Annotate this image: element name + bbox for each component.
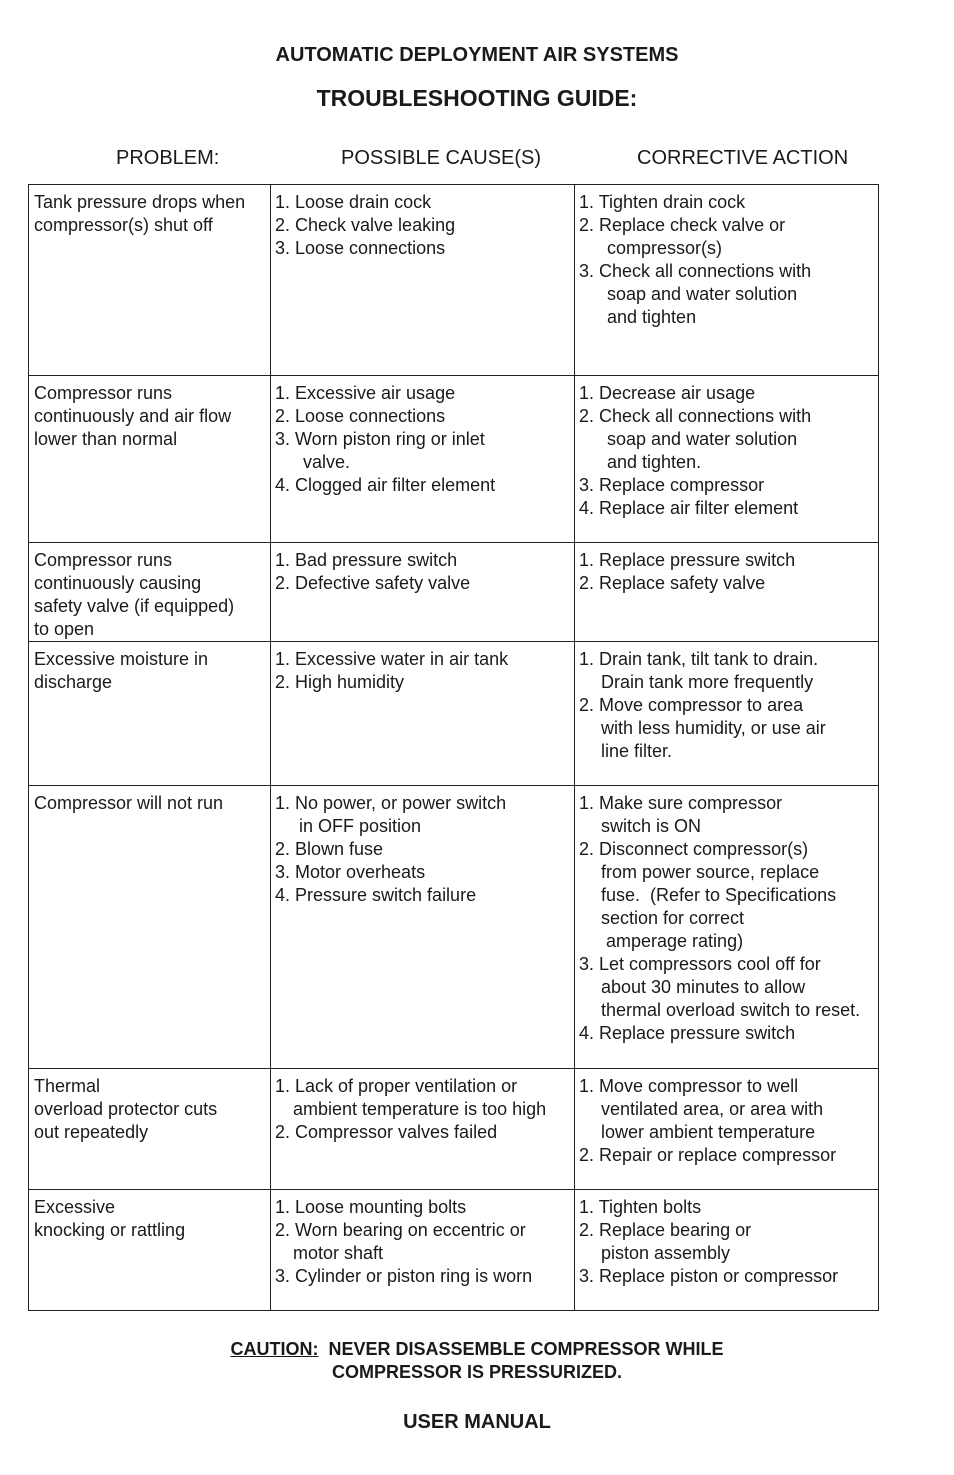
action-cell-line: thermal overload switch to reset. [601, 1000, 861, 1020]
footer-label: USER MANUAL [403, 1411, 551, 1433]
problem-cell-line: overload protector cuts [34, 1099, 218, 1119]
action-cell-line: with less humidity, or use air [601, 718, 826, 738]
action-cell [575, 642, 879, 786]
table-row [29, 1190, 879, 1311]
action-cell-line: 1. Make sure compressor [579, 793, 783, 813]
problem-cell-line: Excessive [34, 1197, 116, 1217]
cause-cell-line: 2. High humidity [275, 672, 405, 692]
action-cell-line: piston assembly [601, 1243, 731, 1263]
action-cell-line: 2. Replace bearing or [579, 1220, 752, 1240]
problem-cell [29, 543, 271, 642]
action-cell-line: 3. Replace compressor [579, 475, 765, 495]
action-cell [575, 1190, 879, 1311]
action-cell-line: from power source, replace [601, 862, 820, 882]
action-cell-line: 1. Drain tank, tilt tank to drain. [579, 649, 819, 669]
problem-cell-line: Tank pressure drops when [34, 192, 246, 212]
cause-cell [271, 786, 575, 1069]
cause-cell-line: 2. Loose connections [275, 406, 446, 426]
problem-cell [29, 1190, 271, 1311]
action-cell-line: 1. Move compressor to well [579, 1076, 799, 1096]
action-cell-line: switch is ON [601, 816, 702, 836]
table-row [29, 543, 879, 642]
cause-cell-line: 2. Defective safety valve [275, 573, 471, 593]
problem-cell [29, 1069, 271, 1190]
action-cell-line: and tighten [607, 307, 697, 327]
action-cell-line: 2. Repair or replace compressor [579, 1145, 837, 1165]
table-row [29, 185, 879, 376]
action-cell-line: 2. Replace check valve or [579, 215, 786, 235]
action-cell-line: amperage rating) [601, 931, 744, 951]
table-row [29, 376, 879, 543]
cause-cell-line: 1. Loose mounting bolts [275, 1197, 467, 1217]
problem-cell-line: Thermal [34, 1076, 101, 1096]
problem-cell-line: compressor(s) shut off [34, 215, 213, 235]
problem-cell-line: Compressor runs [34, 550, 173, 570]
action-cell-line: 2. Disconnect compressor(s) [579, 839, 809, 859]
cause-cell-line: 3. Worn piston ring or inlet [275, 429, 485, 449]
action-cell-line: line filter. [601, 741, 673, 761]
action-cell-line: ventilated area, or area with [601, 1099, 824, 1119]
action-cell-line: 3. Check all connections with [579, 261, 812, 281]
action-cell [575, 376, 879, 543]
table-row [29, 786, 879, 1069]
problem-cell-line: discharge [34, 672, 113, 692]
action-cell-line: lower ambient temperature [601, 1122, 816, 1142]
action-cell-line: soap and water solution [607, 284, 798, 304]
cause-cell-line: 3. Loose connections [275, 238, 446, 258]
table-row [29, 1069, 879, 1190]
column-header-action: CORRECTIVE ACTION [637, 147, 849, 169]
action-cell-line: 1. Replace pressure switch [579, 550, 796, 570]
action-cell-line: 4. Replace pressure switch [579, 1023, 796, 1043]
cause-cell [271, 642, 575, 786]
action-cell [575, 185, 879, 376]
problem-cell-line: knocking or rattling [34, 1220, 186, 1240]
caution-line-1: NEVER DISASSEMBLE COMPRESSOR WHILE [328, 1339, 724, 1359]
cause-cell-line: 3. Motor overheats [275, 862, 426, 882]
cause-cell [271, 543, 575, 642]
action-cell [575, 543, 879, 642]
cause-cell-line: 1. Excessive air usage [275, 383, 456, 403]
action-cell-line: and tighten. [607, 452, 702, 472]
action-cell-line: 1. Decrease air usage [579, 383, 756, 403]
problem-cell-line: lower than normal [34, 429, 178, 449]
cause-cell-line: 1. Lack of proper ventilation or [275, 1076, 518, 1096]
action-cell-line: 1. Tighten drain cock [579, 192, 746, 212]
action-cell [575, 1069, 879, 1190]
document-subtitle: TROUBLESHOOTING GUIDE: [316, 85, 638, 111]
troubleshooting-table [28, 184, 879, 1311]
cause-cell-line: 1. No power, or power switch [275, 793, 507, 813]
action-cell-line: compressor(s) [607, 238, 723, 258]
document-title: AUTOMATIC DEPLOYMENT AIR SYSTEMS [275, 44, 679, 66]
cause-cell-line: ambient temperature is too high [293, 1099, 547, 1119]
column-header-cause: POSSIBLE CAUSE(S) [341, 147, 542, 169]
problem-cell [29, 642, 271, 786]
cause-cell [271, 376, 575, 543]
cause-cell-line: 2. Blown fuse [275, 839, 384, 859]
action-cell-line: 2. Move compressor to area [579, 695, 804, 715]
caution-line-2: COMPRESSOR IS PRESSURIZED. [331, 1362, 623, 1382]
cause-cell [271, 185, 575, 376]
problem-cell [29, 786, 271, 1069]
problem-cell [29, 185, 271, 376]
table-row [29, 642, 879, 786]
problem-cell-line: to open [34, 619, 95, 639]
caution-label: CAUTION: [230, 1339, 319, 1359]
action-cell-line: fuse. (Refer to Specifications [601, 885, 837, 905]
cause-cell-line: valve. [303, 452, 351, 472]
action-cell-line: 2. Check all connections with [579, 406, 812, 426]
problem-cell [29, 376, 271, 543]
problem-cell-line: safety valve (if equipped) [34, 596, 235, 616]
cause-cell-line: 4. Clogged air filter element [275, 475, 496, 495]
action-cell-line: 3. Replace piston or compressor [579, 1266, 839, 1286]
action-cell-line: 2. Replace safety valve [579, 573, 766, 593]
cause-cell [271, 1069, 575, 1190]
action-cell-line: section for correct [601, 908, 745, 928]
problem-cell-line: out repeatedly [34, 1122, 149, 1142]
cause-cell-line: 4. Pressure switch failure [275, 885, 477, 905]
cause-cell [271, 1190, 575, 1311]
cause-cell-line: motor shaft [293, 1243, 384, 1263]
problem-cell-line: Compressor runs [34, 383, 173, 403]
cause-cell-line: 1. Excessive water in air tank [275, 649, 509, 669]
cause-cell-line: 2. Worn bearing on eccentric or [275, 1220, 526, 1240]
cause-cell-line: 2. Compressor valves failed [275, 1122, 498, 1142]
column-header-problem: PROBLEM: [116, 147, 220, 169]
cause-cell-line: 1. Loose drain cock [275, 192, 432, 212]
caution-notice [0, 1338, 954, 1384]
problem-cell-line: continuously causing [34, 573, 202, 593]
action-cell-line: 4. Replace air filter element [579, 498, 799, 518]
action-cell-line: Drain tank more frequently [601, 672, 814, 692]
problem-cell-line: Excessive moisture in [34, 649, 209, 669]
action-cell-line: soap and water solution [607, 429, 798, 449]
problem-cell-line: continuously and air flow [34, 406, 232, 426]
cause-cell-line: 1. Bad pressure switch [275, 550, 458, 570]
cause-cell-line: 3. Cylinder or piston ring is worn [275, 1266, 533, 1286]
cause-cell-line: 2. Check valve leaking [275, 215, 456, 235]
cause-cell-line: in OFF position [299, 816, 422, 836]
action-cell-line: about 30 minutes to allow [601, 977, 806, 997]
action-cell [575, 786, 879, 1069]
action-cell-line: 1. Tighten bolts [579, 1197, 702, 1217]
problem-cell-line: Compressor will not run [34, 793, 224, 813]
action-cell-line: 3. Let compressors cool off for [579, 954, 821, 974]
